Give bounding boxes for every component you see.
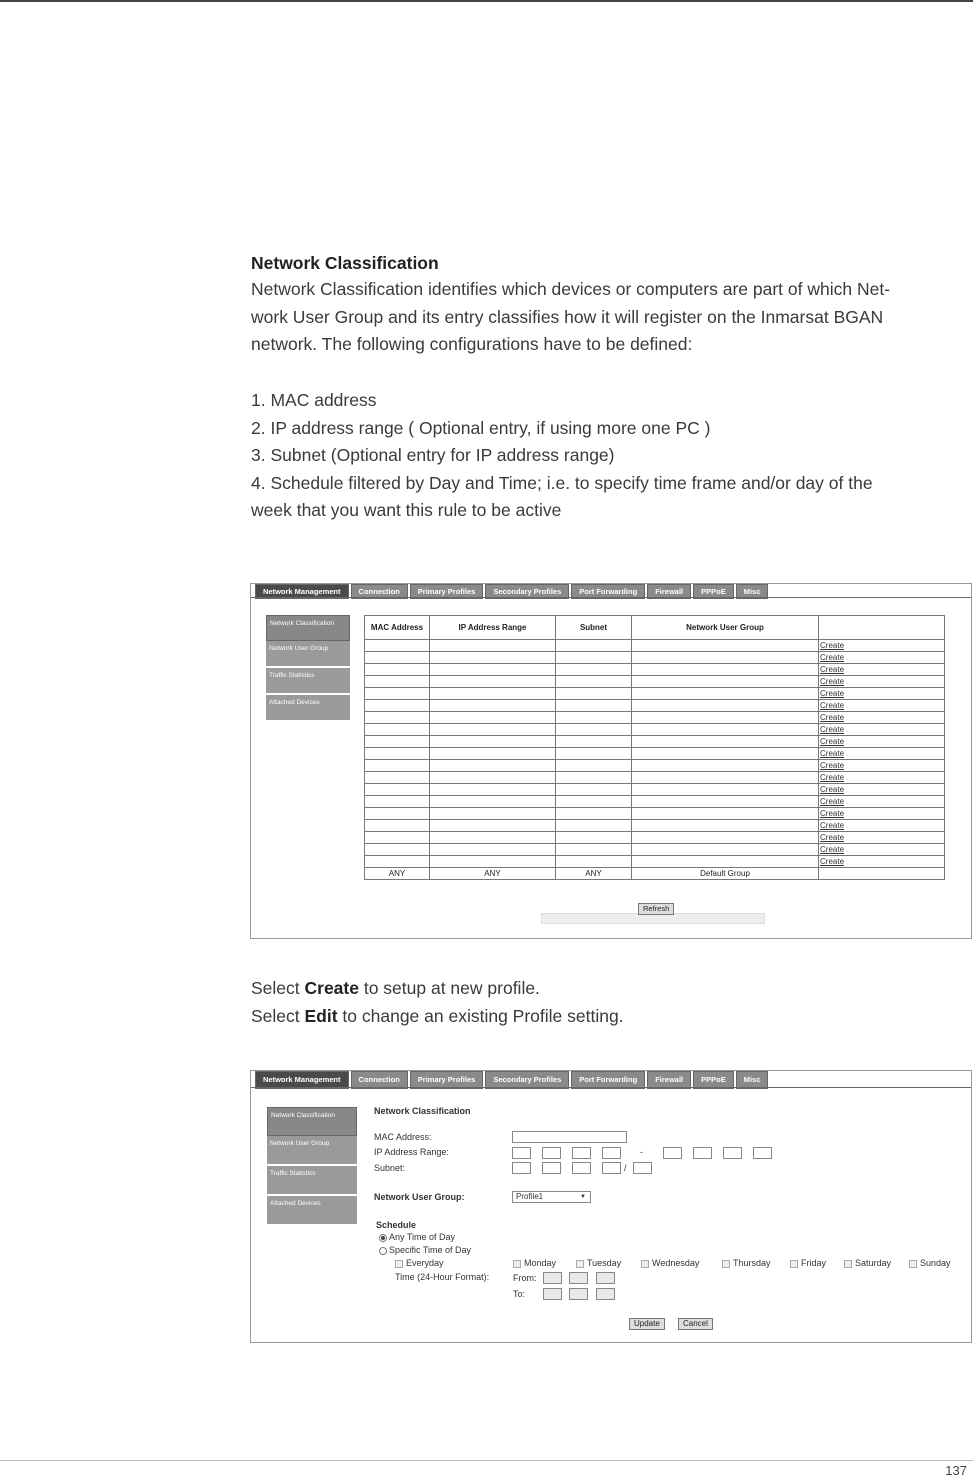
create-link[interactable]: Create (820, 845, 845, 854)
table-row (365, 724, 945, 736)
table-row (365, 844, 945, 856)
table-cell (365, 760, 430, 772)
table-cell (365, 808, 430, 820)
tab-firewall[interactable]: Firewall (647, 584, 691, 599)
table-cell (556, 856, 632, 868)
table-cell (819, 724, 945, 736)
day-sunday[interactable]: Sunday (909, 1258, 951, 1268)
table-cell (819, 832, 945, 844)
table-cell (632, 748, 819, 760)
table-cell (556, 844, 632, 856)
table-row (365, 736, 945, 748)
table-cell (430, 664, 556, 676)
create-link[interactable]: Create (820, 833, 845, 842)
intro-line: Network Classification identifies which devices or computers are part of which Net- (251, 279, 891, 299)
table-row (365, 784, 945, 796)
table-row (365, 832, 945, 844)
default-row (365, 868, 945, 880)
create-link[interactable]: Create (820, 749, 845, 758)
table-cell (632, 820, 819, 832)
table-row (365, 856, 945, 868)
form-title: Network Classification (374, 1106, 471, 1116)
table-cell (632, 784, 819, 796)
table-cell (430, 712, 556, 724)
tab-firewall[interactable]: Firewall (647, 1071, 691, 1089)
list-item: 3. Subnet (Optional entry for IP address range) (251, 445, 615, 465)
day-thursday[interactable]: Thursday (722, 1258, 771, 1268)
table-cell (556, 724, 632, 736)
create-link[interactable]: Create (820, 821, 845, 830)
table-cell (632, 808, 819, 820)
table-cell (819, 760, 945, 772)
table-cell (556, 832, 632, 844)
tab-primary-profiles[interactable]: Primary Profiles (410, 584, 484, 599)
sidebar-item-traffic-statistics[interactable]: Traffic Statistics (267, 1166, 357, 1196)
table-cell (819, 676, 945, 688)
table-cell (556, 676, 632, 688)
checkbox-icon[interactable] (790, 1260, 798, 1268)
edit-instruction: Select Edit to change an existing Profile setting. (251, 1005, 624, 1026)
table-cell (556, 820, 632, 832)
table-body (365, 640, 945, 868)
table-cell (632, 724, 819, 736)
col-network-user-group: Network User Group (632, 616, 819, 640)
create-link[interactable]: Create (820, 653, 845, 662)
cancel-button[interactable]: Cancel (678, 1318, 713, 1330)
table-cell (632, 772, 819, 784)
table-cell (365, 676, 430, 688)
create-link[interactable]: Create (820, 725, 845, 734)
table-cell (430, 760, 556, 772)
to-second-input[interactable] (596, 1288, 615, 1300)
list-item: 4. Schedule filtered by Day and Time; i.e. to specify time frame and/or day of the (251, 472, 873, 493)
checkbox-icon[interactable] (641, 1260, 649, 1268)
table-row (365, 772, 945, 784)
sidebar-item-network-classification[interactable]: Network Classification (267, 1107, 357, 1136)
table-cell (819, 688, 945, 700)
table-cell (632, 712, 819, 724)
create-link[interactable]: Create (820, 665, 845, 674)
subnet-octet-1[interactable] (512, 1162, 531, 1174)
tab-connection[interactable]: Connection (351, 584, 408, 599)
table-cell (632, 760, 819, 772)
table-cell (556, 664, 632, 676)
ip-end-octet-1[interactable] (663, 1147, 682, 1159)
table-cell (556, 796, 632, 808)
table-cell (365, 820, 430, 832)
table-cell (556, 748, 632, 760)
from-minute-input[interactable] (569, 1272, 588, 1284)
table-cell (430, 784, 556, 796)
table-cell (430, 688, 556, 700)
col-action (819, 616, 945, 640)
table-cell (819, 856, 945, 868)
any-time-option[interactable]: Any Time of Day (379, 1232, 455, 1242)
table-cell (556, 700, 632, 712)
table-cell (819, 772, 945, 784)
tab-port-forwarding[interactable]: Port Forwarding (571, 584, 645, 599)
table-cell (556, 688, 632, 700)
intro-line: network. The following configurations have to be defined: (251, 334, 693, 354)
sidebar-item-attached-devices[interactable]: Attached Devices (267, 1196, 357, 1226)
table-cell (632, 832, 819, 844)
checkbox-icon[interactable] (576, 1260, 584, 1268)
table-row (365, 820, 945, 832)
create-link[interactable]: Create (820, 857, 845, 866)
table-cell (365, 844, 430, 856)
table-cell (632, 736, 819, 748)
table-cell (365, 736, 430, 748)
day-wednesday[interactable]: Wednesday (641, 1258, 699, 1268)
group-select-value: Profile1 (516, 1192, 544, 1201)
table-row (365, 760, 945, 772)
create-instruction: Select Create to setup at new profile. (251, 978, 540, 998)
tab-underline (251, 1087, 971, 1088)
table-cell (365, 712, 430, 724)
intro-paragraph (251, 276, 890, 359)
table-cell (430, 808, 556, 820)
from-hour-input[interactable] (543, 1272, 562, 1284)
table-cell (632, 856, 819, 868)
table-cell (632, 688, 819, 700)
create-link[interactable]: Create (820, 809, 845, 818)
instructions (251, 975, 624, 1030)
checkbox-icon[interactable] (909, 1260, 917, 1268)
tab-pppoe[interactable]: PPPoE (693, 1071, 734, 1089)
table-cell (819, 748, 945, 760)
table-cell (556, 712, 632, 724)
table-cell (556, 736, 632, 748)
table-row (365, 664, 945, 676)
bottom-rule (0, 1460, 973, 1461)
table-cell (365, 772, 430, 784)
table-cell (556, 772, 632, 784)
table-cell (632, 676, 819, 688)
create-link[interactable]: Create (820, 785, 845, 794)
tab-connection[interactable]: Connection (351, 1071, 408, 1089)
table-cell (819, 712, 945, 724)
tab-secondary-profiles[interactable]: Secondary Profiles (485, 584, 569, 599)
network-user-group-select[interactable] (512, 1191, 591, 1203)
dropdown-arrow-icon: ▼ (580, 1194, 586, 1200)
tab-network-management[interactable]: Network Management (255, 1071, 349, 1089)
ip-range-label: IP Address Range: (374, 1147, 449, 1157)
table-cell (819, 808, 945, 820)
subnet-separator: / (624, 1163, 627, 1173)
table-cell: ANY (365, 868, 430, 880)
table-header-row (365, 616, 945, 640)
requirements-list (251, 387, 873, 525)
create-link[interactable]: Create (820, 773, 845, 782)
table-cell (430, 844, 556, 856)
table-cell: ANY (556, 868, 632, 880)
page-number: 137 (945, 1463, 967, 1478)
table-cell (430, 796, 556, 808)
table-cell (819, 736, 945, 748)
table-cell (556, 808, 632, 820)
table-row (365, 712, 945, 724)
radio-icon[interactable] (379, 1234, 387, 1242)
table-cell (819, 652, 945, 664)
ip-end-octet-2[interactable] (693, 1147, 712, 1159)
tab-port-forwarding[interactable]: Port Forwarding (571, 1071, 645, 1089)
intro-line: work User Group and its entry classifies how it will register on the Inmarsat BGAN (251, 306, 884, 327)
checkbox-icon[interactable] (722, 1260, 730, 1268)
to-hour-input[interactable] (543, 1288, 562, 1300)
table-cell (632, 664, 819, 676)
table-row (365, 688, 945, 700)
table-cell (430, 856, 556, 868)
ip-start-octet-1[interactable] (512, 1147, 531, 1159)
classification-form-screenshot (250, 1070, 972, 1343)
table-row (365, 808, 945, 820)
everyday-option[interactable]: Everyday (395, 1258, 444, 1268)
table-cell (819, 844, 945, 856)
table-cell (365, 724, 430, 736)
table-cell (430, 676, 556, 688)
tab-network-management[interactable]: Network Management (255, 584, 349, 599)
sidebar-item-network-user-group[interactable]: Network User Group (266, 641, 350, 668)
refresh-button[interactable]: Refresh (638, 903, 674, 915)
sidebar-item-traffic-statistics[interactable]: Traffic Statistics (266, 668, 350, 695)
ip-start-octet-2[interactable] (542, 1147, 561, 1159)
table-cell (819, 796, 945, 808)
table-cell (819, 700, 945, 712)
table-cell: Default Group (632, 868, 819, 880)
table-cell (556, 784, 632, 796)
table-cell (365, 856, 430, 868)
ip-start-octet-3[interactable] (572, 1147, 591, 1159)
table-cell (430, 700, 556, 712)
table-cell (632, 844, 819, 856)
create-link[interactable]: Create (820, 761, 845, 770)
table-cell (819, 640, 945, 652)
from-second-input[interactable] (596, 1272, 615, 1284)
table-row (365, 796, 945, 808)
table-cell (430, 640, 556, 652)
table-cell (430, 820, 556, 832)
subnet-octet-2[interactable] (542, 1162, 561, 1174)
create-link[interactable]: Create (820, 713, 845, 722)
col-subnet: Subnet (556, 616, 632, 640)
from-label: From: (513, 1273, 537, 1283)
checkbox-icon[interactable] (395, 1260, 403, 1268)
table-cell (556, 760, 632, 772)
subnet-label: Subnet: (374, 1163, 406, 1173)
tab-underline (251, 597, 971, 598)
table-cell (632, 700, 819, 712)
table-cell (365, 652, 430, 664)
checkbox-icon[interactable] (844, 1260, 852, 1268)
tab-misc[interactable]: Misc (736, 584, 769, 599)
table-cell (556, 652, 632, 664)
tab-misc[interactable]: Misc (736, 1071, 769, 1089)
group-label: Network User Group: (374, 1192, 465, 1202)
classification-table (364, 615, 945, 880)
create-link[interactable]: Create (820, 701, 845, 710)
table-cell (430, 652, 556, 664)
to-label: To: (513, 1289, 526, 1299)
specific-time-option[interactable]: Specific Time of Day (379, 1245, 471, 1255)
table-row (365, 748, 945, 760)
list-item: 2. IP address range ( Optional entry, if using more one PC ) (251, 417, 711, 438)
table-row (365, 676, 945, 688)
time-format-label: Time (24-Hour Format): (395, 1272, 490, 1282)
table-cell (819, 784, 945, 796)
top-rule (0, 0, 973, 2)
table-row (365, 652, 945, 664)
section-heading: Network Classification (251, 253, 439, 273)
table-cell (365, 640, 430, 652)
table-cell (365, 796, 430, 808)
subnet-octet-4[interactable] (602, 1162, 621, 1174)
day-monday[interactable]: Monday (513, 1258, 556, 1268)
col-ip-range: IP Address Range (430, 616, 556, 640)
ip-end-octet-4[interactable] (753, 1147, 772, 1159)
create-link[interactable]: Create (820, 797, 845, 806)
sidebar (267, 1107, 357, 1226)
table-cell (430, 724, 556, 736)
create-link[interactable]: Create (820, 689, 845, 698)
to-minute-input[interactable] (569, 1288, 588, 1300)
subnet-mask-bits[interactable] (633, 1162, 652, 1174)
mac-label: MAC Address: (374, 1132, 432, 1142)
table-cell: ANY (430, 868, 556, 880)
mac-address-input[interactable] (512, 1131, 627, 1143)
day-saturday[interactable]: Saturday (844, 1258, 891, 1268)
table-cell (819, 664, 945, 676)
day-tuesday[interactable]: Tuesday (576, 1258, 621, 1268)
ip-start-octet-4[interactable] (602, 1147, 621, 1159)
table-cell (556, 640, 632, 652)
sidebar-item-attached-devices[interactable]: Attached Devices (266, 695, 350, 722)
list-item: week that you want this rule to be active (251, 500, 562, 520)
table-cell (632, 640, 819, 652)
schedule-label: Schedule (376, 1220, 417, 1230)
create-link[interactable]: Create (820, 737, 845, 746)
sidebar (266, 615, 350, 722)
subnet-octet-3[interactable] (572, 1162, 591, 1174)
table-cell (365, 700, 430, 712)
checkbox-icon[interactable] (513, 1260, 521, 1268)
table-row (365, 640, 945, 652)
table-row (365, 700, 945, 712)
table-cell (819, 868, 945, 880)
col-mac-address: MAC Address (365, 616, 430, 640)
tab-pppoe[interactable]: PPPoE (693, 584, 734, 599)
table-cell (365, 832, 430, 844)
table-cell (819, 820, 945, 832)
table-cell (365, 784, 430, 796)
tab-secondary-profiles[interactable]: Secondary Profiles (485, 1071, 569, 1089)
ip-end-octet-3[interactable] (723, 1147, 742, 1159)
range-separator: - (640, 1147, 643, 1157)
create-link[interactable]: Create (820, 677, 845, 686)
table-cell (632, 796, 819, 808)
table-cell (430, 736, 556, 748)
table-cell (430, 748, 556, 760)
table-cell (365, 688, 430, 700)
day-friday[interactable]: Friday (790, 1258, 826, 1268)
table-cell (365, 664, 430, 676)
table-cell (632, 652, 819, 664)
tab-primary-profiles[interactable]: Primary Profiles (410, 1071, 484, 1089)
table-cell (430, 772, 556, 784)
table-cell (365, 748, 430, 760)
sidebar-item-network-classification[interactable]: Network Classification (266, 615, 350, 641)
radio-icon[interactable] (379, 1247, 387, 1255)
edit-keyword: Edit (304, 1005, 338, 1026)
classification-list-screenshot (250, 583, 972, 939)
update-button[interactable]: Update (629, 1318, 665, 1330)
list-item: 1. MAC address (251, 390, 377, 410)
create-keyword: Create (304, 978, 359, 998)
sidebar-item-network-user-group[interactable]: Network User Group (267, 1136, 357, 1166)
table-cell (430, 832, 556, 844)
create-link[interactable]: Create (820, 641, 845, 650)
